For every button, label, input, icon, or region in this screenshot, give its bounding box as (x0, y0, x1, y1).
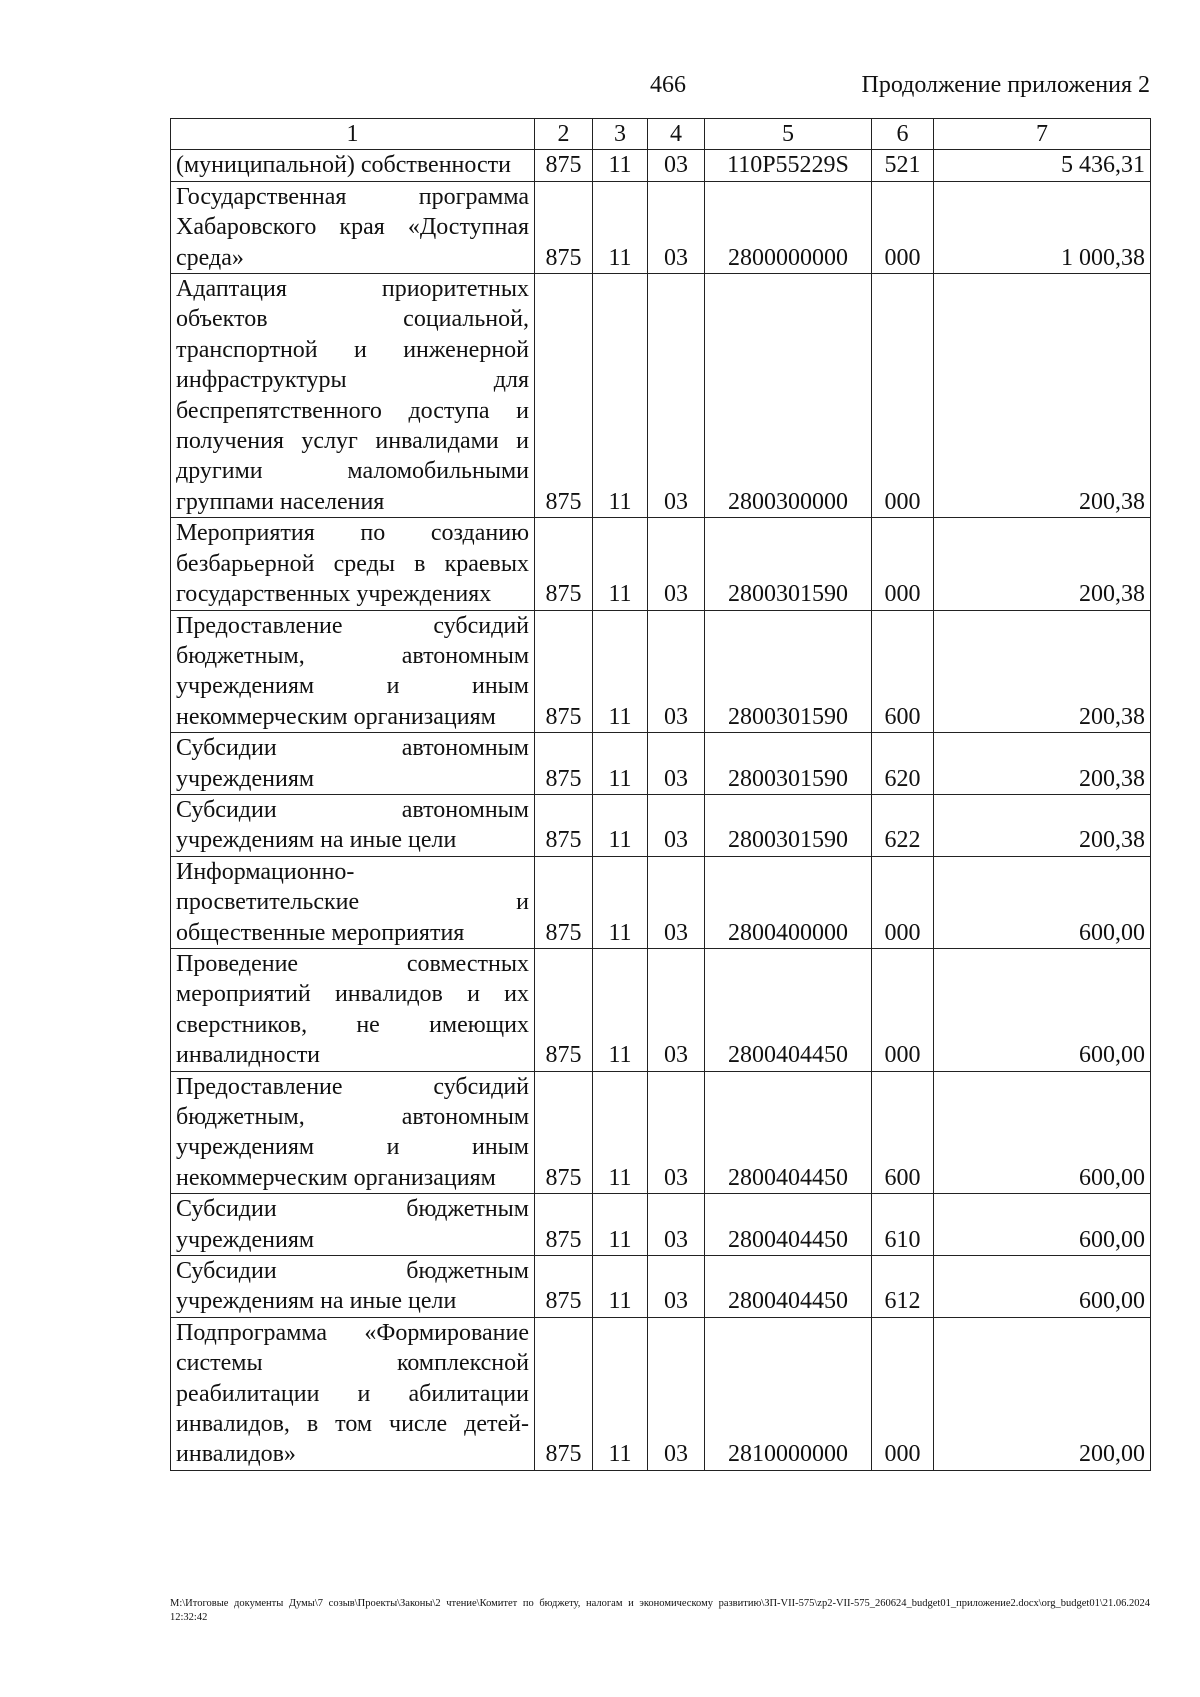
expense-type-code: 000 (872, 181, 934, 273)
expense-type-code: 000 (872, 856, 934, 948)
header-row (171, 119, 1151, 150)
section-code: 11 (593, 948, 648, 1071)
subsection-code: 03 (648, 1256, 705, 1318)
target-article-code: 2800404450 (705, 948, 872, 1071)
expense-type-code: 000 (872, 518, 934, 610)
file-path-footer: M:\Итоговые документы Думы\7 созыв\Проекты\Законы\2 чтение\Комитет по бюджету, налогам и экономическому развитию\ЗП-VII-575\zp2-VII-575_260624_budget01_приложение2.docx\org_budget01\21.06.2024 12:32:42 (170, 1598, 1150, 1623)
column-header: 7 (934, 119, 1151, 150)
table-row (171, 518, 1151, 610)
amount: 200,38 (934, 733, 1151, 795)
subsection-code: 03 (648, 1071, 705, 1194)
section-code: 11 (593, 1194, 648, 1256)
target-article-code: 2800000000 (705, 181, 872, 273)
expense-type-code: 622 (872, 794, 934, 856)
table-row (171, 1071, 1151, 1194)
amount: 200,38 (934, 274, 1151, 518)
table-row (171, 948, 1151, 1071)
row-name: (муниципальной) собственности (171, 150, 535, 181)
expense-type-code: 620 (872, 733, 934, 795)
section-code: 11 (593, 181, 648, 273)
section-code: 11 (593, 150, 648, 181)
table-row (171, 733, 1151, 795)
expense-type-code: 610 (872, 1194, 934, 1256)
grbs-code: 875 (535, 274, 593, 518)
subsection-code: 03 (648, 948, 705, 1071)
subsection-code: 03 (648, 856, 705, 948)
amount: 600,00 (934, 1256, 1151, 1318)
amount: 600,00 (934, 948, 1151, 1071)
row-name: Предоставление субсидий бюджетным, автономным учреждениям и иным некоммерческим организациям (171, 1071, 535, 1194)
row-name: Предоставление субсидий бюджетным, автономным учреждениям и иным некоммерческим организациям (171, 610, 535, 733)
row-name: Адаптация приоритетных объектов социальной, транспортной и инженерной инфраструктуры для беспрепятственного доступа и получения услуг инвалидами и другими маломобильными группами населения (171, 274, 535, 518)
row-name: Субсидии бюджетным учреждениям на иные цели (171, 1256, 535, 1318)
subsection-code: 03 (648, 518, 705, 610)
amount: 200,38 (934, 518, 1151, 610)
subsection-code: 03 (648, 181, 705, 273)
amount: 5 436,31 (934, 150, 1151, 181)
amount: 200,38 (934, 794, 1151, 856)
grbs-code: 875 (535, 948, 593, 1071)
table-row (171, 610, 1151, 733)
table-row (171, 1256, 1151, 1318)
grbs-code: 875 (535, 181, 593, 273)
grbs-code: 875 (535, 733, 593, 795)
table-row (171, 794, 1151, 856)
row-name: Информационно-просветительские и общественные мероприятия (171, 856, 535, 948)
column-header: 3 (593, 119, 648, 150)
row-name: Государственная программа Хабаровского края «Доступная среда» (171, 181, 535, 273)
section-code: 11 (593, 610, 648, 733)
grbs-code: 875 (535, 518, 593, 610)
amount: 600,00 (934, 856, 1151, 948)
amount: 1 000,38 (934, 181, 1151, 273)
amount: 600,00 (934, 1194, 1151, 1256)
grbs-code: 875 (535, 794, 593, 856)
grbs-code: 875 (535, 1071, 593, 1194)
column-header: 4 (648, 119, 705, 150)
amount: 200,00 (934, 1317, 1151, 1470)
subsection-code: 03 (648, 1194, 705, 1256)
subsection-code: 03 (648, 733, 705, 795)
subsection-code: 03 (648, 1317, 705, 1470)
page-number: 466 (650, 72, 686, 98)
target-article-code: 2810000000 (705, 1317, 872, 1470)
target-article-code: 2800301590 (705, 794, 872, 856)
section-code: 11 (593, 733, 648, 795)
section-code: 11 (593, 856, 648, 948)
expense-type-code: 000 (872, 274, 934, 518)
amount: 200,38 (934, 610, 1151, 733)
target-article-code: 2800404450 (705, 1194, 872, 1256)
section-code: 11 (593, 1071, 648, 1194)
grbs-code: 875 (535, 1256, 593, 1318)
target-article-code: 2800400000 (705, 856, 872, 948)
grbs-code: 875 (535, 610, 593, 733)
section-code: 11 (593, 1256, 648, 1318)
table-row (171, 856, 1151, 948)
table-row (171, 150, 1151, 181)
row-name: Субсидии автономным учреждениям (171, 733, 535, 795)
subsection-code: 03 (648, 274, 705, 518)
target-article-code: 110P55229S (705, 150, 872, 181)
expense-type-code: 612 (872, 1256, 934, 1318)
row-name: Субсидии автономным учреждениям на иные цели (171, 794, 535, 856)
subsection-code: 03 (648, 794, 705, 856)
expense-type-code: 600 (872, 610, 934, 733)
expense-type-code: 000 (872, 1317, 934, 1470)
section-code: 11 (593, 794, 648, 856)
row-name: Подпрограмма «Формирование системы комплексной реабилитации и абилитации инвалидов, в том числе детей-инвалидов» (171, 1317, 535, 1470)
expense-type-code: 521 (872, 150, 934, 181)
grbs-code: 875 (535, 150, 593, 181)
row-name: Проведение совместных мероприятий инвалидов и их сверстников, не имеющих инвалидности (171, 948, 535, 1071)
grbs-code: 875 (535, 1194, 593, 1256)
section-code: 11 (593, 1317, 648, 1470)
subsection-code: 03 (648, 150, 705, 181)
row-name: Субсидии бюджетным учреждениям (171, 1194, 535, 1256)
target-article-code: 2800404450 (705, 1071, 872, 1194)
budget-table (170, 118, 1151, 1471)
continuation-title: Продолжение приложения 2 (861, 72, 1150, 98)
column-header: 1 (171, 119, 535, 150)
table-row (171, 274, 1151, 518)
column-header: 6 (872, 119, 934, 150)
table-row (171, 181, 1151, 273)
table-row (171, 1317, 1151, 1470)
column-header: 2 (535, 119, 593, 150)
target-article-code: 2800301590 (705, 610, 872, 733)
table-row (171, 1194, 1151, 1256)
target-article-code: 2800301590 (705, 733, 872, 795)
expense-type-code: 600 (872, 1071, 934, 1194)
subsection-code: 03 (648, 610, 705, 733)
target-article-code: 2800301590 (705, 518, 872, 610)
grbs-code: 875 (535, 856, 593, 948)
expense-type-code: 000 (872, 948, 934, 1071)
target-article-code: 2800404450 (705, 1256, 872, 1318)
amount: 600,00 (934, 1071, 1151, 1194)
section-code: 11 (593, 274, 648, 518)
column-header: 5 (705, 119, 872, 150)
row-name: Мероприятия по созданию безбарьерной среды в краевых государственных учреждениях (171, 518, 535, 610)
section-code: 11 (593, 518, 648, 610)
grbs-code: 875 (535, 1317, 593, 1470)
target-article-code: 2800300000 (705, 274, 872, 518)
